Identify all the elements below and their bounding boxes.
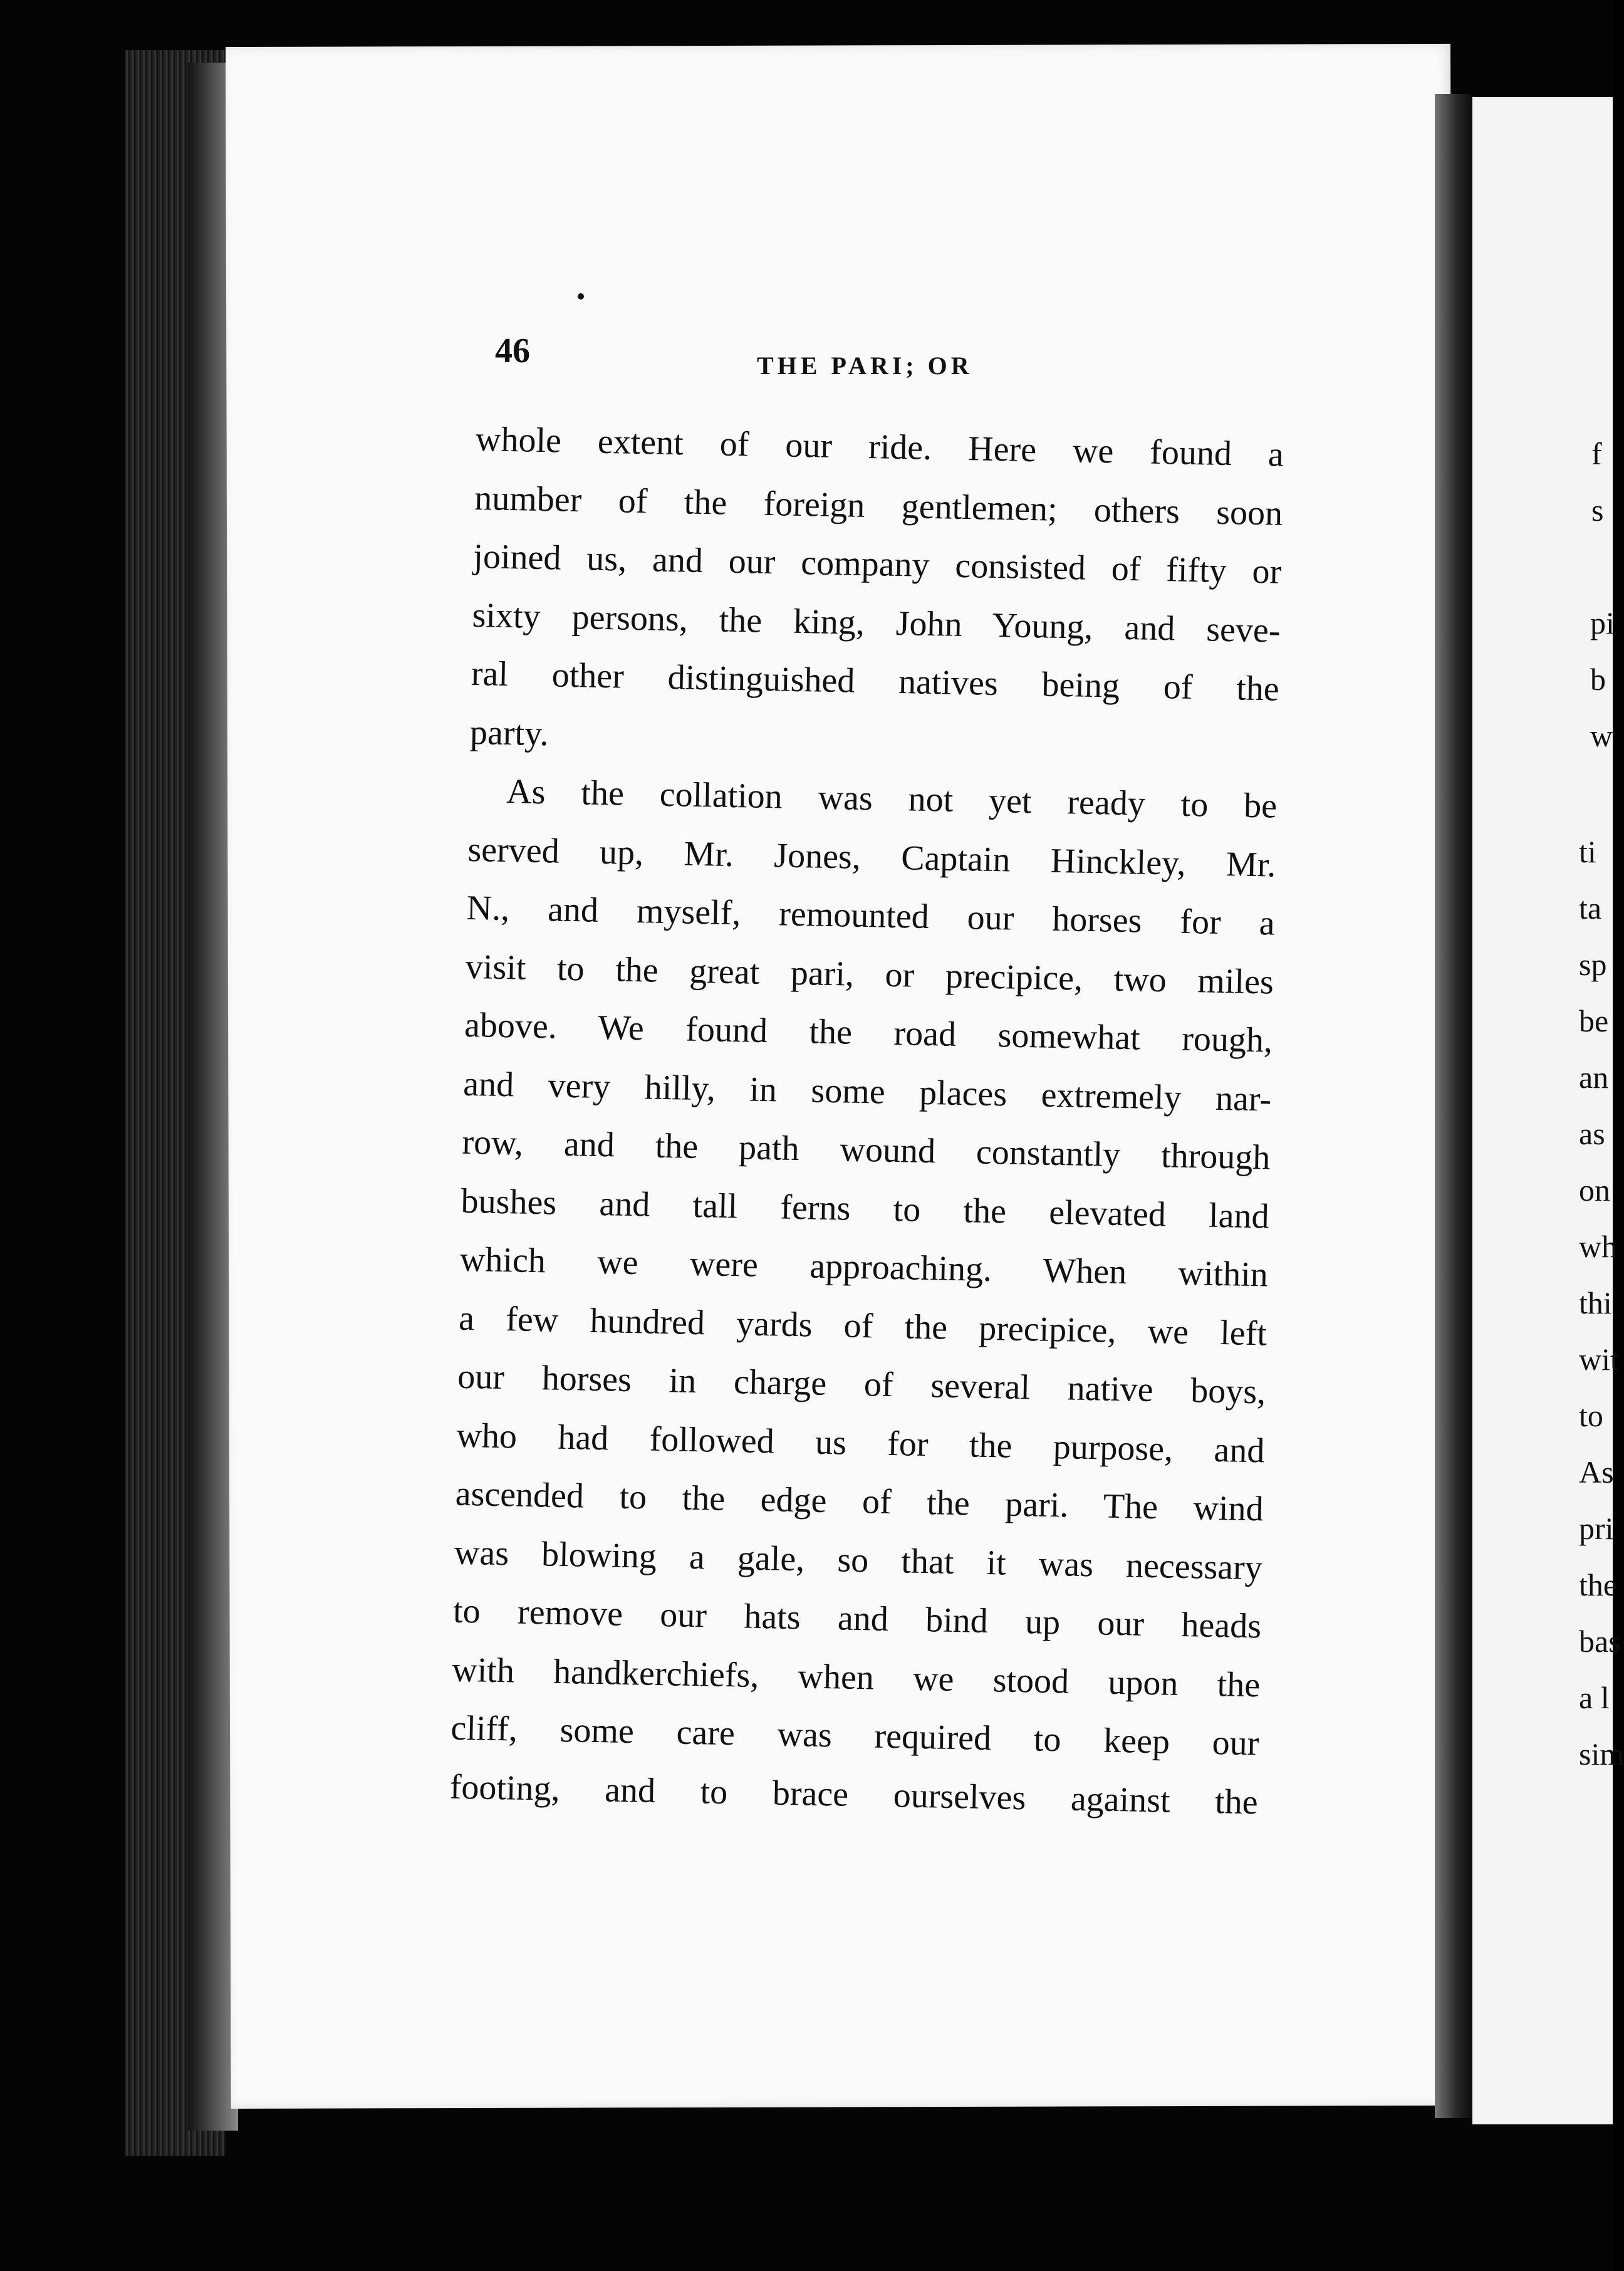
facing-page-fragment: an	[1579, 1060, 1609, 1095]
text-line: visit to the great pari, or precipice, two miles	[465, 947, 1274, 1002]
text-line: joined us, and our company consisted of fifty or	[472, 536, 1282, 592]
facing-page-fragment: bas	[1579, 1624, 1621, 1659]
facing-page-fragment: be	[1579, 1003, 1609, 1038]
facing-page-fragment: to	[1579, 1398, 1603, 1433]
page-number: 46	[495, 332, 530, 370]
text-line: above. We found the road somewhat rough,	[464, 1005, 1273, 1060]
facing-page-fragment: w	[1590, 718, 1613, 753]
facing-page-fragment: thi	[1579, 1285, 1612, 1320]
facing-page-fragment: a l	[1579, 1680, 1610, 1715]
text-line: our horses in charge of several native boys,	[457, 1357, 1266, 1412]
facing-page-fragment: wh	[1579, 1229, 1618, 1264]
text-line: party.	[469, 713, 549, 753]
facing-page-fragment: ti	[1579, 834, 1596, 869]
text-line: bushes and tall ferns to the elevated land	[461, 1181, 1270, 1236]
text-line: and very hilly, in some places extremely nar-	[462, 1064, 1272, 1119]
text-line: served up, Mr. Jones, Captain Hinckley, Mr.	[467, 830, 1276, 885]
facing-page-fragment: on	[1579, 1172, 1610, 1208]
facing-page-fragment: pi	[1590, 605, 1615, 640]
text-line: whole extent of our ride. Here we found a	[475, 419, 1284, 474]
text-line: which we were approaching. When within	[459, 1240, 1269, 1295]
facing-page-fragment: wit	[1579, 1342, 1619, 1377]
book-gutter	[1435, 94, 1472, 2118]
text-line: ascended to the edge of the pari. The wind	[455, 1474, 1264, 1529]
facing-page-fragment: s	[1591, 493, 1604, 528]
text-line: As the collation was not yet ready to be	[506, 772, 1278, 826]
facing-page-fragment: as	[1579, 1116, 1605, 1151]
text-line: N., and myself, remounted our horses for a	[466, 888, 1276, 943]
facing-page-fragment: As	[1579, 1454, 1614, 1490]
text-line: who had followed us for the purpose, and	[456, 1416, 1265, 1470]
text-line: ral other distinguished natives being of the	[471, 654, 1280, 709]
facing-page-fragment: sim	[1579, 1736, 1624, 1772]
facing-page-fragment: f	[1591, 436, 1602, 471]
facing-page-fragment: ta	[1579, 890, 1602, 926]
text-line: with handkerchiefs, when we stood upon the	[451, 1650, 1261, 1705]
running-head: THE PARI; OR	[757, 352, 973, 380]
body-text	[449, 410, 1284, 1832]
text-line: sixty persons, the king, John Young, and seve-	[472, 595, 1281, 650]
text-line: row, and the path wound constantly through	[461, 1122, 1271, 1177]
facing-page-fragment: b	[1590, 662, 1606, 697]
facing-page	[1472, 97, 1624, 2124]
facing-page-fragment: pri	[1579, 1511, 1614, 1546]
text-line: number of the foreign gentlemen; others soon	[474, 478, 1283, 533]
ink-speck	[578, 293, 584, 300]
facing-page-fragment: the	[1579, 1567, 1618, 1602]
facing-page-fragment: sp	[1579, 947, 1607, 982]
text-line: cliff, some care was required to keep our	[450, 1708, 1259, 1763]
text-line: a few hundred yards of the precipice, we left	[458, 1298, 1267, 1353]
text-line: was blowing a gale, so that it was necessary	[454, 1533, 1263, 1587]
text-line: to remove our hats and bind up our heads	[452, 1591, 1262, 1646]
text-line: footing, and to brace ourselves against the	[449, 1767, 1259, 1822]
